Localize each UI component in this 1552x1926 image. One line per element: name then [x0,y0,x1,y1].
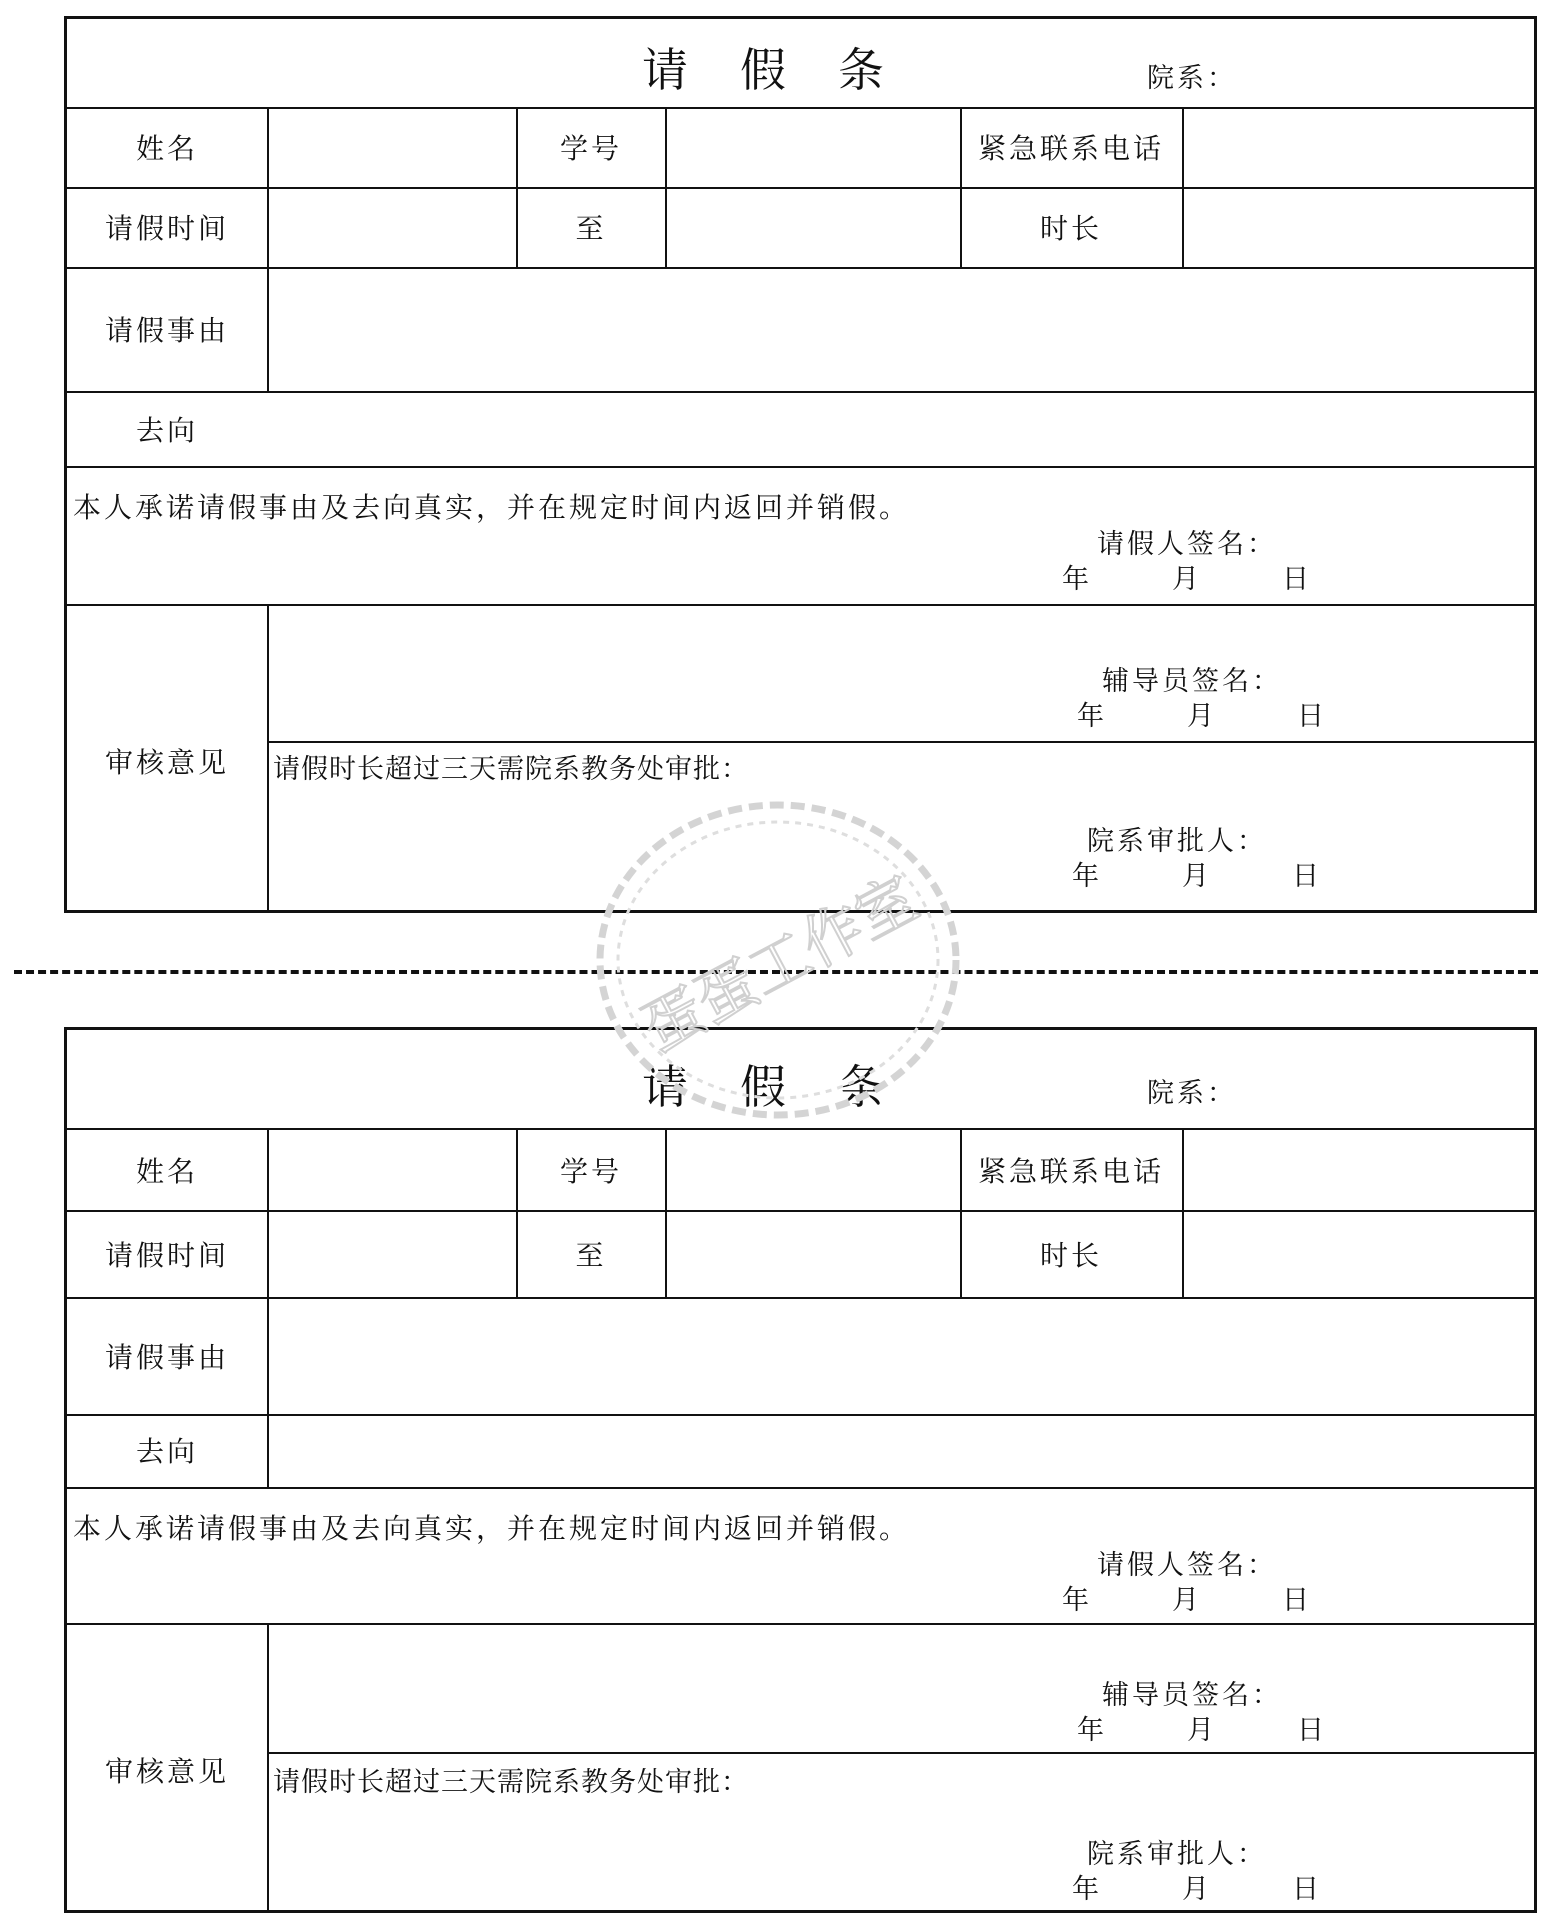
department-label: 院系： [1147,63,1237,94]
date-month: 月 [1182,861,1212,892]
to-label: 至 [575,1239,607,1272]
col-divider [267,1623,269,1910]
emergency-phone-label: 紧急联系电话 [977,1155,1165,1188]
row-divider [67,1210,1534,1212]
col-divider [960,107,962,267]
pledge-text: 本人承诺请假事由及去向真实，并在规定时间内返回并销假。 [73,491,911,524]
col-divider [1182,107,1184,267]
over-three-days-text: 请假时长超过三天需院系教务处审批： [273,754,749,785]
cut-line [14,970,1538,974]
title-char: 假 [740,1060,786,1114]
leave-form-top [64,16,1537,913]
col-divider [267,604,269,910]
col-divider [960,1128,962,1297]
row-divider [267,741,1534,743]
pledge-text: 本人承诺请假事由及去向真实，并在规定时间内返回并销假。 [73,1512,911,1545]
leave-time-label: 请假时间 [104,1239,230,1272]
title-char: 假 [740,43,786,97]
row-divider [67,1128,1534,1130]
reason-label: 请假事由 [104,1341,230,1374]
student-id-label: 学号 [559,1155,623,1188]
row-divider [67,107,1534,109]
date-day: 日 [1282,1585,1312,1616]
date-month: 月 [1182,1874,1212,1905]
to-label: 至 [575,212,607,245]
counselor-date [1077,1708,1327,1747]
applicant-date [1062,1578,1312,1617]
approver-date [1072,854,1322,893]
date-year: 年 [1072,1874,1102,1905]
destination-label: 去向 [135,414,199,447]
row-divider [67,187,1534,189]
emergency-phone-label: 紧急联系电话 [977,132,1165,165]
row-divider [67,1487,1534,1489]
duration-label: 时长 [1039,1239,1103,1272]
date-month: 月 [1187,1715,1217,1746]
date-day: 日 [1292,861,1322,892]
col-divider [516,1128,518,1297]
date-day: 日 [1297,701,1327,732]
over-three-days-text: 请假时长超过三天需院系教务处审批： [273,1767,749,1798]
counselor-signature-label: 辅导员签名： [1102,1680,1282,1711]
date-day: 日 [1282,564,1312,595]
col-divider [516,107,518,267]
leave-time-label: 请假时间 [104,212,230,245]
destination-label: 去向 [135,1435,199,1468]
date-year: 年 [1072,861,1102,892]
col-divider [1182,1128,1184,1297]
leave-form-bottom [64,1027,1537,1913]
date-day: 日 [1297,1715,1327,1746]
approver-date [1072,1867,1322,1906]
col-divider [267,1128,269,1487]
name-label: 姓名 [135,132,199,165]
form-title [616,34,910,100]
date-month: 月 [1187,701,1217,732]
title-char: 请 [642,43,688,97]
row-divider [67,1623,1534,1625]
counselor-date [1077,694,1327,733]
row-divider [67,1414,1534,1416]
applicant-date [1062,557,1312,596]
date-day: 日 [1292,1874,1322,1905]
col-divider [267,107,269,391]
date-month: 月 [1172,1585,1202,1616]
watermark-text: 蛋蛋工作室 [631,863,930,1066]
row-divider [67,466,1534,468]
row-divider [267,1752,1534,1754]
student-id-label: 学号 [559,132,623,165]
date-month: 月 [1172,564,1202,595]
form-title [616,1051,910,1117]
title-char: 请 [642,1060,688,1114]
row-divider [67,604,1534,606]
row-divider [67,1297,1534,1299]
dept-approver-label: 院系审批人： [1087,826,1267,857]
applicant-signature-label: 请假人签名： [1097,529,1277,560]
duration-label: 时长 [1039,212,1103,245]
name-label: 姓名 [135,1155,199,1188]
reason-label: 请假事由 [104,314,230,347]
title-char: 条 [838,43,884,97]
date-year: 年 [1077,1715,1107,1746]
applicant-signature-label: 请假人签名： [1097,1550,1277,1581]
counselor-signature-label: 辅导员签名： [1102,666,1282,697]
col-divider [665,107,667,267]
row-divider [67,391,1534,393]
review-label: 审核意见 [104,1755,230,1788]
title-char: 条 [838,1060,884,1114]
date-year: 年 [1062,564,1092,595]
dept-approver-label: 院系审批人： [1087,1839,1267,1870]
date-year: 年 [1077,701,1107,732]
date-year: 年 [1062,1585,1092,1616]
row-divider [67,267,1534,269]
col-divider [665,1128,667,1297]
department-label: 院系： [1147,1078,1237,1109]
review-label: 审核意见 [104,746,230,779]
